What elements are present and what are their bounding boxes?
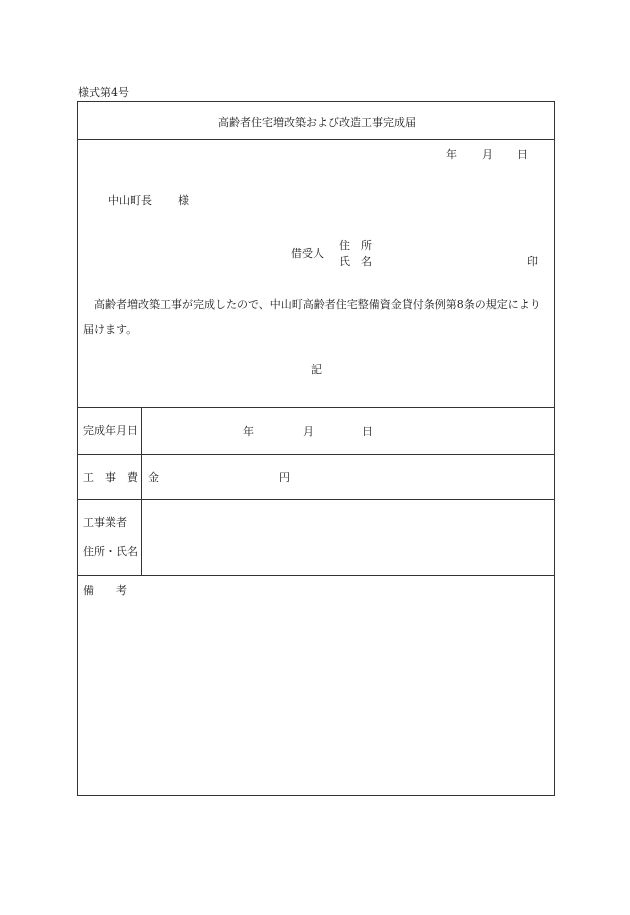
cost-label: 工 事 費 <box>83 471 138 484</box>
borrower-name-label: 氏 名 <box>339 255 372 268</box>
row-divider-3 <box>78 499 554 500</box>
completion-year-label: 年 <box>243 425 254 438</box>
label-column-divider <box>141 407 142 575</box>
completion-month-label: 月 <box>303 425 314 438</box>
seal-mark: 印 <box>527 255 538 268</box>
contractor-label-line1: 工事業者 <box>83 516 127 529</box>
remarks-label: 備 考 <box>83 584 127 597</box>
date-month-label: 月 <box>482 148 493 161</box>
form-frame <box>77 101 555 796</box>
completion-day-label: 日 <box>362 425 373 438</box>
row-divider-2 <box>78 454 554 455</box>
declaration-text: 高齢者増改築工事が完成したので、中山町高齢者住宅整備資金貸付条例第8条の規定により届けます。 <box>83 298 541 336</box>
date-year-label: 年 <box>446 148 457 161</box>
row-divider-4 <box>78 575 554 576</box>
form-number: 様式第4号 <box>78 86 129 99</box>
borrower-label: 借受人 <box>291 247 324 260</box>
borrower-address-label: 住 所 <box>339 239 372 252</box>
contractor-label-line2: 住所・氏名 <box>83 545 138 558</box>
form-title: 高齢者住宅増改築および改造工事完成届 <box>218 116 416 129</box>
row-divider-1 <box>78 407 554 408</box>
date-day-label: 日 <box>517 148 528 161</box>
cost-unit: 円 <box>279 471 290 484</box>
cost-prefix: 金 <box>148 471 159 484</box>
title-divider <box>78 139 554 140</box>
addressee-honorific: 様 <box>178 194 189 207</box>
ki-heading: 記 <box>311 363 322 376</box>
completion-date-label: 完成年月日 <box>83 424 138 437</box>
addressee-name: 中山町長 <box>108 194 152 207</box>
